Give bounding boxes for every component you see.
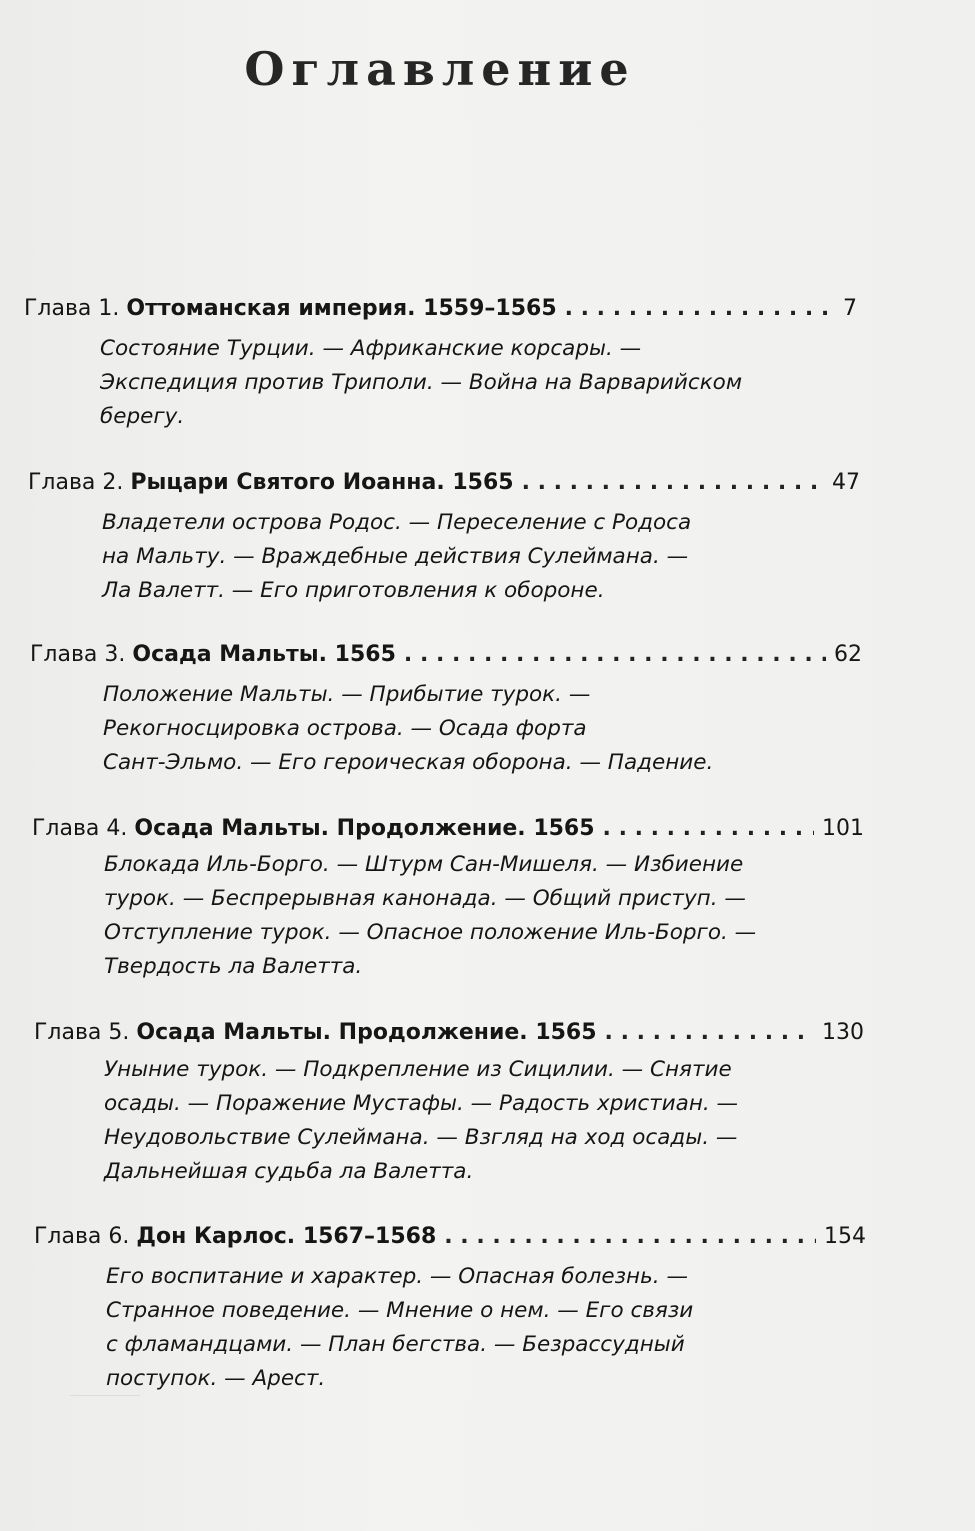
- dot-leader: [404, 642, 826, 667]
- summary-line: Блокада Иль-Борго. — Штурм Сан-Мишеля. — Избиение: [104, 852, 744, 877]
- chapter-label: Глава 6.: [34, 1224, 130, 1249]
- summary-line: осады. — Поражение Мустафы. — Радость христиан. —: [104, 1091, 739, 1116]
- chapter-page-number: 47: [832, 470, 860, 495]
- chapter-page-number: 130: [822, 1020, 864, 1045]
- chapter-summary: [100, 332, 742, 434]
- chapter-label: Глава 1.: [24, 296, 120, 321]
- dot-leader: [603, 816, 814, 841]
- summary-line: с фламандцами. — План бегства. — Безрассудный: [106, 1332, 685, 1357]
- chapter-title: Оттоманская империя. 1559–1565: [126, 296, 557, 321]
- summary-line: поступок. — Арест.: [106, 1366, 326, 1391]
- chapter-heading: [28, 470, 860, 495]
- summary-line: Его воспитание и характер. — Опасная болезнь. —: [106, 1264, 688, 1289]
- chapter-title: Осада Мальты. Продолжение. 1565: [136, 1020, 597, 1045]
- chapter-heading: [30, 642, 862, 667]
- chapter-title: Осада Мальты. 1565: [132, 642, 396, 667]
- chapter-title: Рыцари Святого Иоанна. 1565: [130, 470, 514, 495]
- chapter-heading: [34, 1020, 864, 1045]
- summary-line: турок. — Беспрерывная канонада. — Общий приступ. —: [104, 886, 746, 911]
- chapter-page-number: 154: [824, 1224, 866, 1249]
- dot-leader: [444, 1224, 816, 1249]
- summary-line: Странное поведение. — Мнение о нем. — Его связи: [106, 1298, 694, 1323]
- chapter-title: Дон Карлос. 1567–1568: [136, 1224, 437, 1249]
- summary-line: Положение Мальты. — Прибытие турок. —: [103, 682, 591, 707]
- summary-line: Ла Валетт. — Его приготовления к обороне.: [102, 578, 605, 603]
- summary-line: Экспедиция против Триполи. — Война на Варварийском: [100, 370, 743, 395]
- summary-line: Рекогносцировка острова. — Осада форта: [103, 716, 587, 741]
- chapter-heading: [32, 816, 864, 841]
- chapter-heading: [34, 1224, 866, 1249]
- dot-leader: [605, 1020, 814, 1045]
- chapter-label: Глава 2.: [28, 470, 124, 495]
- chapter-label: Глава 4.: [32, 816, 128, 841]
- chapter-page-number: 62: [834, 642, 862, 667]
- page-title: Оглавление: [244, 42, 636, 96]
- dot-leader: [565, 296, 835, 321]
- chapter-page-number: 101: [822, 816, 864, 841]
- summary-line: берегу.: [100, 404, 185, 429]
- summary-line: Состояние Турции. — Африканские корсары. —: [100, 336, 642, 361]
- chapter-summary: [103, 678, 713, 780]
- chapter-summary: [102, 506, 691, 608]
- summary-line: Сант-Эльмо. — Его героическая оборона. — Падение.: [103, 750, 714, 775]
- chapter-summary: [104, 848, 756, 984]
- dot-leader: [522, 470, 824, 495]
- summary-line: Отступление турок. — Опасное положение Иль-Борго. —: [104, 920, 757, 945]
- chapter-heading: [24, 296, 857, 321]
- summary-line: Дальнейшая судьба ла Валетта.: [104, 1159, 474, 1184]
- chapter-label: Глава 3.: [30, 642, 126, 667]
- summary-line: на Мальту. — Враждебные действия Сулеймана. —: [102, 544, 689, 569]
- summary-line: Твердость ла Валетта.: [104, 954, 363, 979]
- chapter-summary: [106, 1260, 693, 1396]
- summary-line: Уныние турок. — Подкрепление из Сицилии. — Снятие: [104, 1057, 732, 1082]
- summary-line: Владетели острова Родос. — Переселение с Родоса: [102, 510, 692, 535]
- chapter-summary: [104, 1053, 738, 1189]
- chapter-label: Глава 5.: [34, 1020, 130, 1045]
- summary-line: Неудовольствие Сулеймана. — Взгляд на ход осады. —: [104, 1125, 738, 1150]
- chapter-title: Осада Мальты. Продолжение. 1565: [134, 816, 595, 841]
- chapter-page-number: 7: [843, 296, 857, 321]
